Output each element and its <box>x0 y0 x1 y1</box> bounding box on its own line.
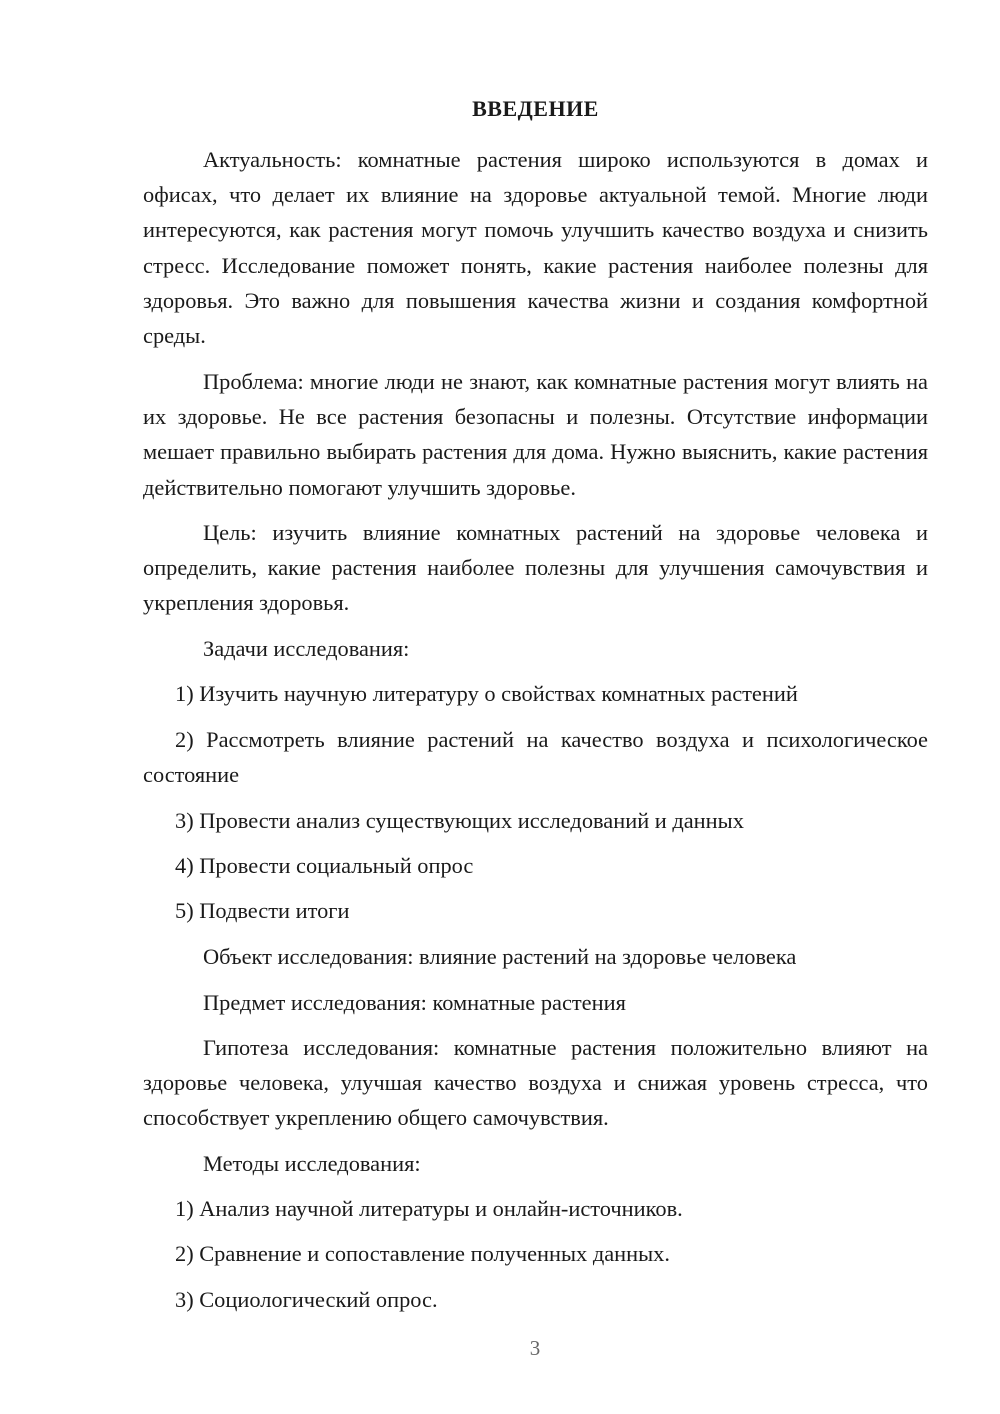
task-item-3: 3) Провести анализ существующих исследований и данных <box>175 808 744 833</box>
task-item-5: 5) Подвести итоги <box>175 898 350 923</box>
page-number: 3 <box>529 1336 541 1360</box>
research-object: Объект исследования: влияние растений на здоровье человека <box>203 944 797 969</box>
paragraph-goal: Цель: изучить влияние комнатных растений на здоровье человека и определить, какие растения наиболее полезны для улучшения самочувствия и укрепления здоровья. <box>143 520 928 616</box>
task-item-4: 4) Провести социальный опрос <box>175 853 474 878</box>
method-item-3: 3) Социологический опрос. <box>175 1287 438 1312</box>
method-item-1: 1) Анализ научной литературы и онлайн-источников. <box>175 1196 683 1221</box>
section-title: ВВЕДЕНИЕ <box>472 96 599 121</box>
research-subject: Предмет исследования: комнатные растения <box>203 990 626 1015</box>
tasks-heading: Задачи исследования: <box>203 636 410 661</box>
method-item-2: 2) Сравнение и сопоставление полученных данных. <box>175 1241 670 1266</box>
task-item-1: 1) Изучить научную литературу о свойствах комнатных растений <box>175 681 798 706</box>
task-item-2: 2) Рассмотреть влияние растений на качество воздуха и психологическое состояние <box>143 727 928 788</box>
paragraph-hypothesis: Гипотеза исследования: комнатные растения положительно влияют на здоровье человека, улучшая качество воздуха и снижая уровень стресса, что способствует укреплению общего самочувствия. <box>143 1035 928 1131</box>
paragraph-relevance: Актуальность: комнатные растения широко используются в домах и офисах, что делает их влияние на здоровье актуальной темой. Многие люди интересуются, как растения могут помочь улучшить качество воздуха и снизить стресс. Исследование поможет понять, какие растения наиболее полезны для здоровья. Это важно для повышения качества жизни и создания комфортной среды. <box>143 147 928 349</box>
paragraph-problem: Проблема: многие люди не знают, как комнатные растения могут влиять на их здоровье. Не все растения безопасны и полезны. Отсутствие информации мешает правильно выбирать растения для дома. Нужно выяснить, какие растения действительно помогают улучшить здоровье. <box>143 369 928 500</box>
methods-heading: Методы исследования: <box>203 1151 421 1176</box>
